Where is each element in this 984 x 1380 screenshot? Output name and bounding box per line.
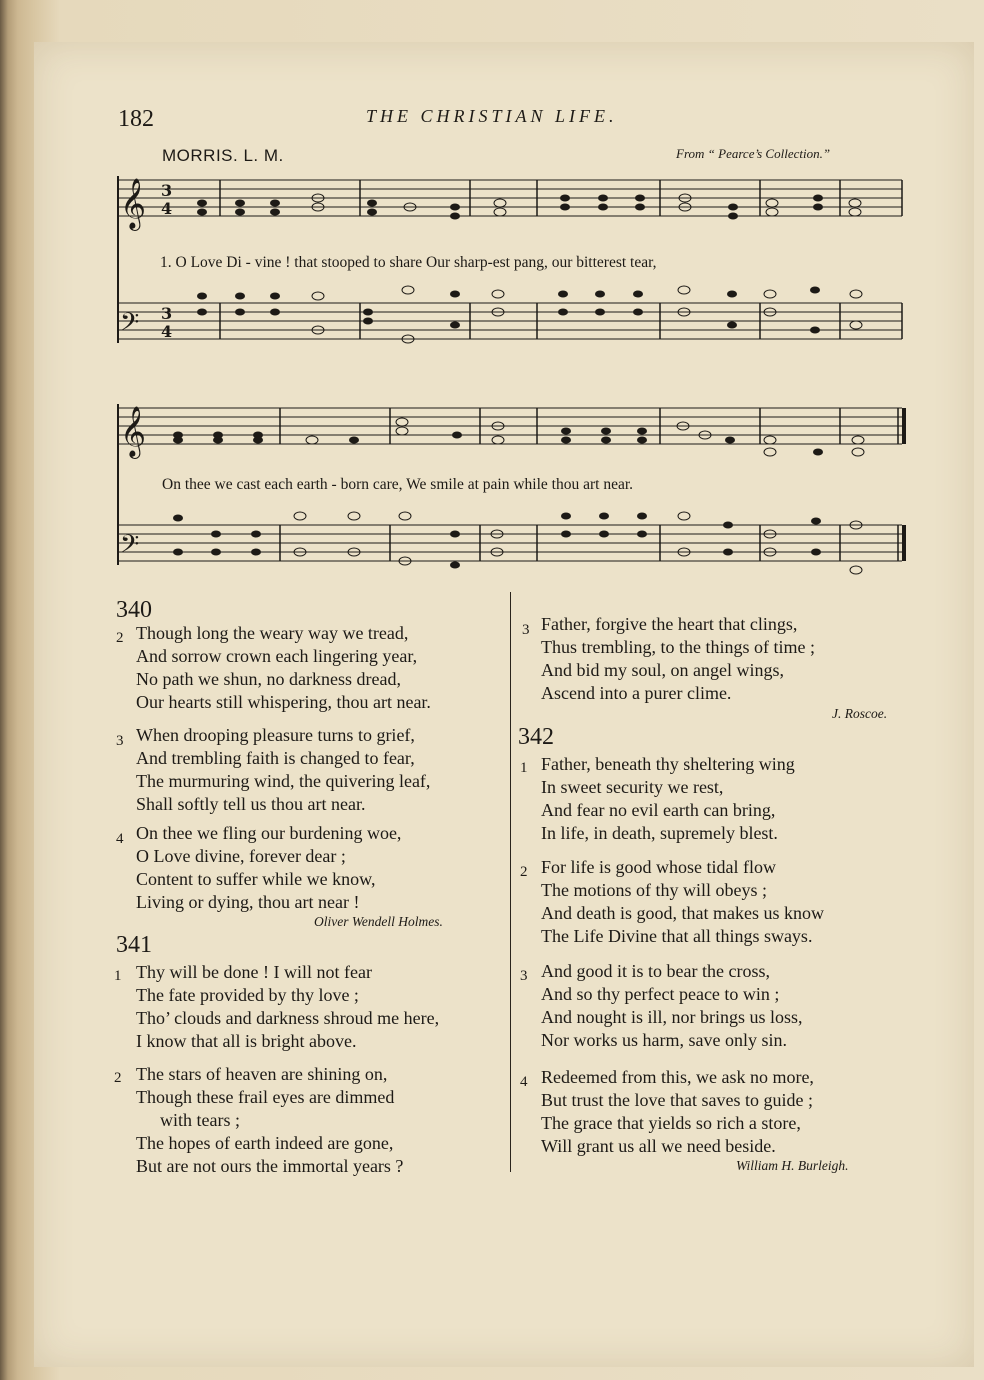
verse-line: In sweet security we rest,	[541, 777, 724, 797]
svg-text:𝄞: 𝄞	[120, 178, 147, 229]
svg-text:3: 3	[161, 304, 173, 323]
verse-line: Father, forgive the heart that clings,	[541, 614, 798, 634]
barlines	[220, 180, 902, 561]
verse-line: The grace that yields so rich a store,	[541, 1113, 801, 1133]
verse-number: 2	[520, 864, 528, 880]
verse-line: But trust the love that saves to guide ;	[541, 1090, 813, 1110]
music-score	[0, 0, 984, 600]
verse-line: Though these frail eyes are dimmed	[136, 1087, 395, 1107]
running-title: THE CHRISTIAN LIFE.	[366, 106, 618, 126]
column-divider	[510, 592, 511, 1172]
verse-line: But are not ours the immortal years ?	[136, 1156, 404, 1176]
verse-line: Though long the weary way we tread,	[136, 623, 409, 643]
svg-text:3: 3	[161, 181, 173, 200]
verse-number: 1	[520, 760, 528, 776]
attribution-342: William H. Burleigh.	[736, 1158, 849, 1173]
svg-text:𝄢: 𝄢	[120, 308, 140, 343]
verse-number: 4	[520, 1074, 528, 1090]
verse-line: Nor works us harm, save only sin.	[541, 1030, 787, 1050]
verse-line: On thee we fling our burdening woe,	[136, 823, 402, 843]
verse-line: Content to suffer while we know,	[136, 869, 376, 889]
staff-system-2-treble	[118, 408, 902, 444]
verse-number: 4	[116, 831, 124, 847]
svg-text:4: 4	[161, 199, 173, 218]
page-number: 182	[118, 106, 154, 132]
verse-line: Redeemed from this, we ask no more,	[541, 1067, 814, 1087]
verse-line: Shall softly tell us thou art near.	[136, 794, 366, 814]
verse-number: 2	[114, 1070, 122, 1086]
svg-text:4: 4	[161, 322, 173, 341]
tune-name: MORRIS. L. M.	[162, 146, 284, 165]
verse-line: Living or dying, thou art near !	[136, 892, 360, 912]
verse-line: The hopes of earth indeed are gone,	[136, 1133, 394, 1153]
verse-line: And nought is ill, nor brings us loss,	[541, 1007, 803, 1027]
verse-line: Our hearts still whispering, thou art near.	[136, 692, 431, 712]
verse-line: with tears ;	[160, 1110, 240, 1130]
verse-line: And good it is to bear the cross,	[541, 961, 770, 981]
verse-line: I know that all is bright above.	[136, 1031, 357, 1051]
verse-line: For life is good whose tidal flow	[541, 857, 776, 877]
verse-number: 3	[522, 622, 530, 638]
verse-line: Thus trembling, to the things of time ;	[541, 637, 815, 657]
hymn-number-340: 340	[116, 597, 152, 623]
verse-line: And trembling faith is changed to fear,	[136, 748, 415, 768]
verse-number: 3	[520, 968, 528, 984]
verse-line: When drooping pleasure turns to grief,	[136, 725, 415, 745]
verse-line: Tho’ clouds and darkness shroud me here,	[136, 1008, 440, 1028]
attribution-340: Oliver Wendell Holmes.	[314, 914, 443, 929]
svg-text:𝄢: 𝄢	[120, 530, 140, 565]
verse-line: No path we shun, no darkness dread,	[136, 669, 401, 689]
verse-number: 3	[116, 733, 124, 749]
verse-line: And fear no evil earth can bring,	[541, 800, 776, 820]
svg-text:𝄞: 𝄞	[120, 406, 147, 457]
verse-line: Father, beneath thy sheltering wing	[541, 754, 795, 774]
clefs	[120, 178, 146, 565]
staff-system-1-bass	[118, 303, 902, 339]
verse-line: Thy will be done ! I will not fear	[136, 962, 372, 982]
verse-line: The stars of heaven are shining on,	[136, 1064, 388, 1084]
verse-line: The motions of thy will obeys ;	[541, 880, 767, 900]
verse-line: The murmuring wind, the quivering leaf,	[136, 771, 431, 791]
verse-line: And sorrow crown each lingering year,	[136, 646, 418, 666]
verse-line: And so thy perfect peace to win ;	[541, 984, 780, 1004]
verse-line: In life, in death, supremely blest.	[541, 823, 778, 843]
attribution-341: J. Roscoe.	[832, 706, 888, 721]
tune-source: From “ Pearce’s Collection.”	[676, 146, 831, 161]
verse-line: The Life Divine that all things sways.	[541, 926, 813, 946]
verse-line: O Love divine, forever dear ;	[136, 846, 346, 866]
verse-number: 1	[114, 968, 122, 984]
verse-line: Ascend into a purer clime.	[541, 683, 732, 703]
tune-lyric-line-2: On thee we cast each earth - born care, We smile at pain while thou art near.	[162, 476, 634, 493]
staff-system-2-bass	[118, 525, 902, 561]
tune-lyric-line-1: 1. O Love Di - vine ! that stooped to share Our sharp-est pang, our bitterest tear,	[160, 254, 657, 271]
hymn-number-341: 341	[116, 932, 152, 958]
hymn-number-342: 342	[518, 724, 554, 750]
verse-number: 2	[116, 630, 124, 646]
verse-line: And death is good, that makes us know	[541, 903, 824, 923]
verse-line: Will grant us all we need beside.	[541, 1136, 776, 1156]
verse-line: The fate provided by thy love ;	[136, 985, 359, 1005]
verse-line: And bid my soul, on angel wings,	[541, 660, 784, 680]
